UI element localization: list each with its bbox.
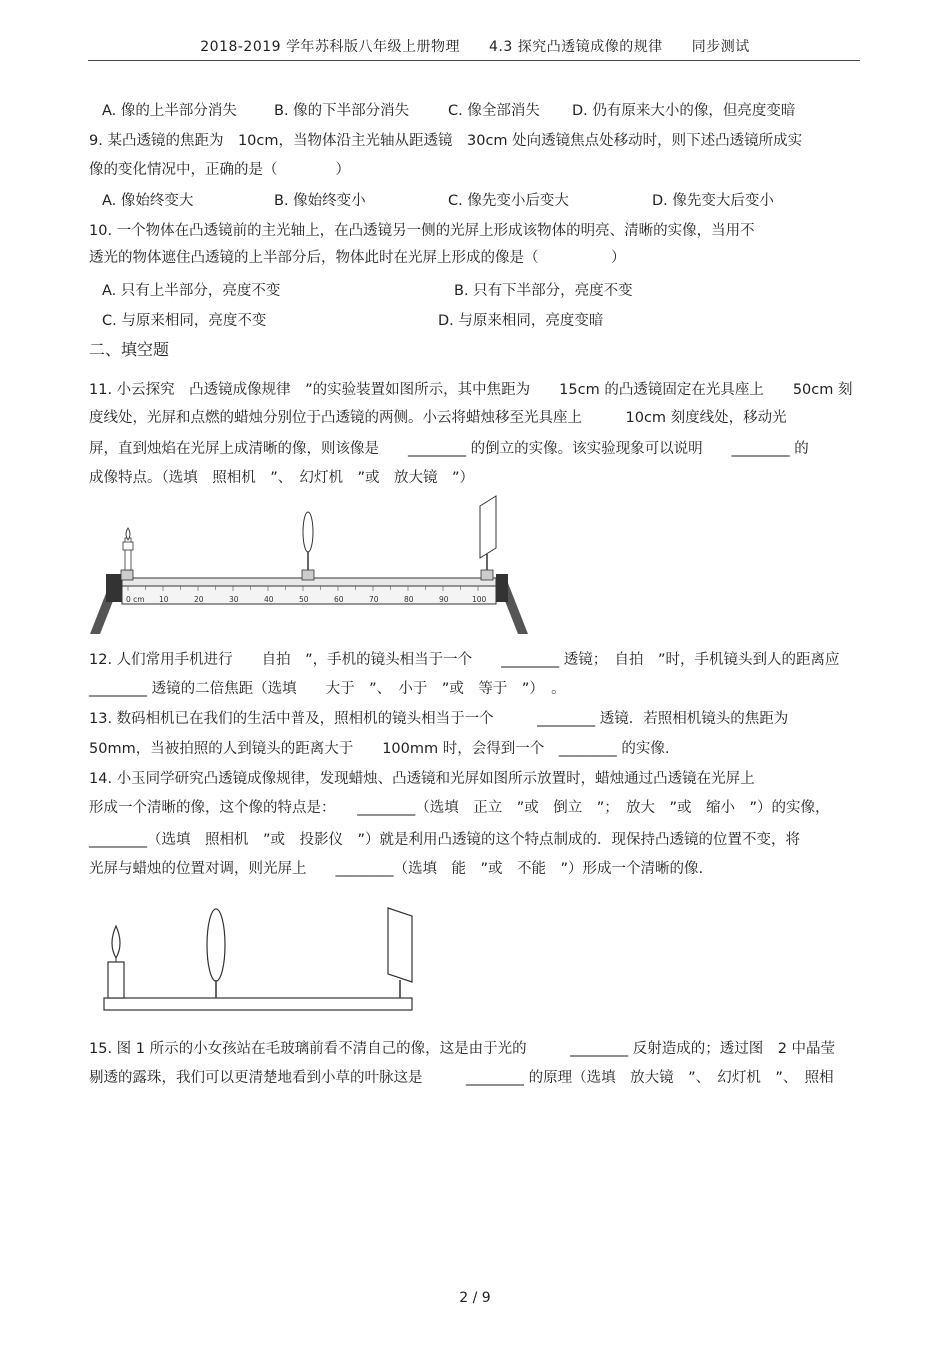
- q10-stem-line2: 透光的物体遮住凸透镜的上半部分后，物体此时在光屏上形成的像是（ ）: [89, 250, 626, 266]
- bench-tick-90: 90: [439, 595, 449, 604]
- candle-icon: [121, 528, 133, 580]
- q10-option-a: A. 只有上半部分，亮度不变: [102, 283, 281, 299]
- bench-tick-30: 30: [229, 595, 239, 604]
- q9-stem-line2: 像的变化情况中，正确的是（ ）: [89, 162, 350, 178]
- q9-option-b: B. 像始终变小: [274, 193, 366, 209]
- q11-line2: 度线处，光屏和点燃的蜡烛分别位于凸透镜的两侧。小云将蜡烛移至光具座上 10cm 刻度线处，移动光: [89, 410, 787, 426]
- convex-lens-icon: [207, 909, 225, 998]
- candle-icon: [108, 926, 124, 998]
- bench-tick-70: 70: [369, 595, 379, 604]
- q14-line2: 形成一个清晰的像，这个像的特点是： ________（选填 正立 ”或 倒立 ”； 放大 ”或 缩小 ”）的实像，: [89, 800, 830, 816]
- q11-line3: 屏，直到烛焰在光屏上成清晰的像，则该像是 ________ 的倒立的实像。该实验现象可以说明 ________ 的: [89, 441, 809, 457]
- q10-stem-line1: 10. 一个物体在凸透镜前的主光轴上，在凸透镜另一侧的光屏上形成该物体的明亮、清晰的实像，当用不: [89, 223, 755, 239]
- q9-option-d: D. 像先变大后变小: [652, 193, 774, 209]
- q12-line1: 12. 人们常用手机进行 自拍 ”，手机的镜头相当于一个 ________ 透镜； 自拍 ”时，手机镜头到人的距离应: [89, 652, 840, 668]
- page-number: 2 / 9: [459, 1290, 491, 1306]
- bench-tick-80: 80: [404, 595, 414, 604]
- candle-lens-screen-figure: [100, 900, 420, 1015]
- bench-tick-20: 20: [194, 595, 204, 604]
- q10-option-b: B. 只有下半部分，亮度不变: [454, 283, 633, 299]
- q13-line1: 13. 数码相机已在我们的生活中普及，照相机的镜头相当于一个 ________ 透镜．若照相机镜头的焦距为: [89, 711, 789, 727]
- q14-line1: 14. 小玉同学研究凸透镜成像规律，发现蜡烛、凸透镜和光屏如图所示放置时，蜡烛通过凸透镜在光屏上: [89, 771, 755, 787]
- q15-line2: 剔透的露珠，我们可以更清楚地看到小草的叶脉这是 ________ 的原理（选填 放大镜 ”、 幻灯机 ”、 照相: [89, 1070, 834, 1086]
- header-rule: [88, 60, 860, 61]
- bench-tick-60: 60: [334, 595, 344, 604]
- q9-option-c: C. 像先变小后变大: [448, 193, 569, 209]
- q8-option-c: C. 像全部消失: [448, 103, 540, 119]
- bench-tick-0: 0 cm: [126, 595, 145, 604]
- q11-line1: 11. 小云探究 凸透镜成像规律 ”的实验装置如图所示，其中焦距为 15cm 的凸透镜固定在光具座上 50cm 刻: [89, 382, 853, 398]
- q8-option-b: B. 像的下半部分消失: [274, 103, 410, 119]
- q9-option-a: A. 像始终变大: [102, 193, 194, 209]
- optical-bench-figure: [88, 492, 533, 637]
- page-header: 2018-2019 学年苏科版八年级上册物理 4.3 探究凸透镜成像的规律 同步测试: [200, 39, 750, 55]
- q14-line3: ________（选填 照相机 ”或 投影仪 ”）就是利用凸透镜的这个特点制成的．现保持凸透镜的位置不变，将: [89, 832, 801, 848]
- q8-option-d: D. 仍有原来大小的像，但亮度变暗: [572, 103, 796, 119]
- section-title-fill-blank: 二、填空题: [89, 340, 170, 359]
- q9-stem-line1: 9. 某凸透镜的焦距为 10cm，当物体沿主光轴从距透镜 30cm 处向透镜焦点处移动时，则下述凸透镜所成实: [89, 133, 803, 149]
- bench-tick-100: 100: [472, 595, 487, 604]
- q14-line4: 光屏与蜡烛的位置对调，则光屏上 ________（选填 能 ”或 不能 ”）形成一个清晰的像.: [89, 861, 704, 877]
- q11-line4: 成像特点。（选填 照相机 ”、 幻灯机 ”或 放大镜 ”）: [89, 470, 475, 486]
- bench-tick-40: 40: [264, 595, 274, 604]
- light-screen-icon: [388, 908, 412, 998]
- q8-option-a: A. 像的上半部分消失: [102, 103, 237, 119]
- convex-lens-icon: [302, 512, 314, 580]
- q10-option-c: C. 与原来相同，亮度不变: [102, 313, 267, 329]
- q10-option-d: D. 与原来相同，亮度变暗: [438, 313, 604, 329]
- bench-tick-10: 10: [159, 595, 169, 604]
- light-screen-icon: [480, 496, 496, 580]
- bench-tick-50: 50: [299, 595, 309, 604]
- q13-line2: 50mm，当被拍照的人到镜头的距离大于 100mm 时，会得到一个 ________ 的实像.: [89, 741, 670, 757]
- q12-line2: ________ 透镜的二倍焦距（选填 大于 ”、 小于 ”或 等于 ”） 。: [89, 681, 566, 697]
- q15-line1: 15. 图 1 所示的小女孩站在毛玻璃前看不清自己的像，这是由于光的 ________ 反射造成的；透过图 2 中晶莹: [89, 1041, 836, 1057]
